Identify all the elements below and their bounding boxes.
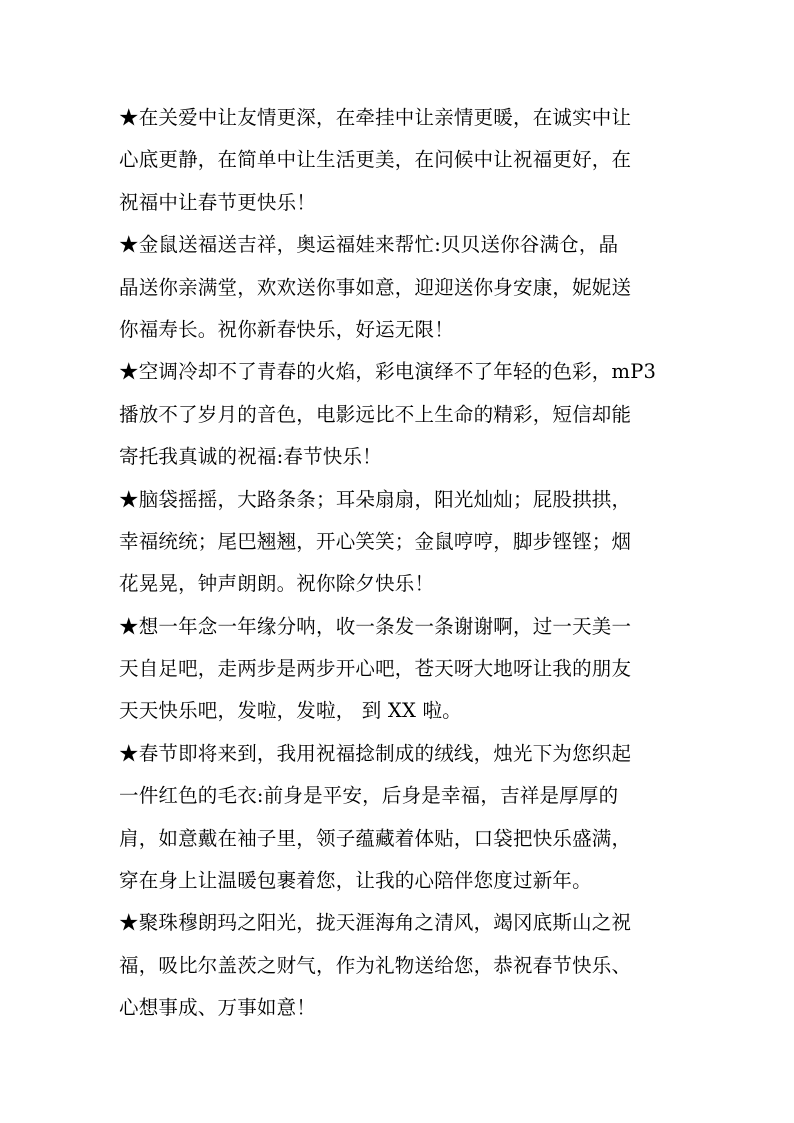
text-line: 心想事成、万事如意！	[119, 996, 317, 1020]
greeting-paragraph-7	[119, 902, 681, 1029]
text-line: 穿在身上让温暖包裹着您，让我的心陪伴您度过新年。	[119, 869, 592, 893]
text-line: 幸福统统；尾巴翘翘，开心笑笑；金鼠哼哼，脚步铿铿；烟	[119, 529, 632, 553]
text-line: 天自足吧，走两步是两步开心吧，苍天呀大地呀让我的朋友	[119, 657, 632, 681]
text-line: 福，吸比尔盖茨之财气，作为礼物送给您，恭祝春节快乐、	[119, 953, 632, 977]
greeting-paragraph-1	[119, 97, 681, 224]
text-line: 心底更静，在简单中让生活更美，在问候中让祝福更好，在	[119, 148, 632, 172]
text-line: 花晃晃，钟声朗朗。祝你除夕快乐！	[119, 572, 435, 596]
text-line: 晶送你亲满堂，欢欢送你事如意，迎迎送你身安康，妮妮送	[119, 275, 632, 299]
text-line: ★金鼠送福送吉祥，奥运福娃来帮忙:贝贝送你谷满仓，晶	[119, 233, 619, 257]
text-line: ★空调冷却不了青春的火焰，彩电演绎不了年轻的色彩，mP3	[119, 360, 657, 384]
text-line: 你福寿长。祝你新春快乐，好运无限！	[119, 317, 454, 341]
text-line: ★春节即将来到，我用祝福捻制成的绒线，烛光下为您织起	[119, 741, 632, 765]
text-line: 肩，如意戴在袖子里，领子蕴藏着体贴，口袋把快乐盛满，	[119, 826, 632, 850]
greeting-paragraph-2	[119, 224, 681, 351]
text-line: 播放不了岁月的音色，电影远比不上生命的精彩，短信却能	[119, 402, 632, 426]
greeting-paragraph-5	[119, 606, 681, 733]
text-line: 一件红色的毛衣:前身是平安，后身是幸福，吉祥是厚厚的	[119, 784, 619, 808]
text-line: 天天快乐吧，发啦，发啦， 到 XX 啦。	[119, 699, 462, 723]
greeting-paragraph-3	[119, 351, 681, 478]
text-line: ★聚珠穆朗玛之阳光，拢天涯海角之清风，竭冈底斯山之祝	[119, 911, 632, 935]
greeting-paragraph-6	[119, 733, 681, 903]
text-line: ★想一年念一年缘分呐，收一条发一条谢谢啊，过一天美一	[119, 614, 632, 638]
document-body	[119, 97, 681, 1030]
text-line: 祝福中让春节更快乐！	[119, 190, 317, 214]
text-line: ★在关爱中让友情更深，在牵挂中让亲情更暖，在诚实中让	[119, 106, 632, 129]
greeting-paragraph-4	[119, 479, 681, 606]
text-line: ★脑袋摇摇，大路条条；耳朵扇扇，阳光灿灿；屁股拱拱，	[119, 487, 632, 511]
text-line: 寄托我真诚的祝福:春节快乐！	[119, 445, 382, 469]
